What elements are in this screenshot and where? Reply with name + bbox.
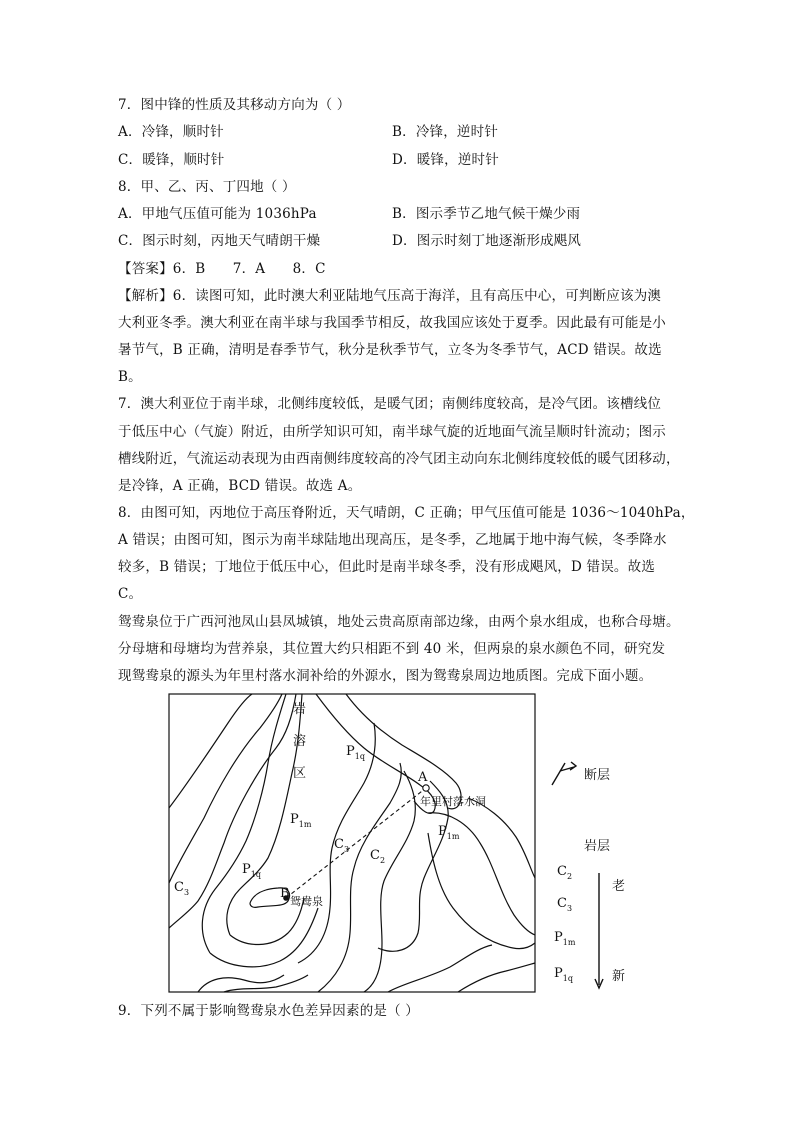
contour-line	[202, 694, 286, 953]
analysis7-line: 是冷锋，A 正确，BCD 错误。故选 A。	[118, 478, 362, 494]
point-a-label: A	[418, 770, 428, 785]
geological-map	[168, 693, 536, 993]
fault-arrow-icon	[570, 762, 576, 770]
intro-line: 现鸳鸯泉的源头为年里村落水洞补给的外源水，图为鸳鸯泉周边地质图。完成下面小题。	[118, 668, 653, 684]
legend-old-label: 老	[612, 879, 626, 894]
analysis7-line: 于低压中心（气旋）附近，由所学知识可知，南半球气旋的近地面气流呈顺时针流动；图示	[118, 424, 666, 440]
contour-line	[169, 694, 252, 808]
legend-stratum-p1q: $P_{1q}$	[554, 966, 573, 983]
intro-line: 分母塘和母塘均为营养泉，其位置大约只相距不到 40 米，但两泉的泉水颜色不同，研究发	[118, 641, 666, 657]
contour-line	[169, 694, 282, 883]
sinkhole-label: 年里村落水洞	[420, 795, 486, 808]
analysis7-line: 7．澳大利亚位于南半球，北侧纬度较低，是暖气团；南侧纬度较高，是冷气团。该槽线位	[118, 396, 662, 412]
analysis8-line: 较多，B 错误；丁地位于低压中心，但此时是南半球冬季，没有形成飓风，D 错误。故选	[118, 559, 656, 575]
q8-option-d: D．图示时刻丁地逐渐形成飓风	[392, 233, 582, 249]
spring-label: 鸳鸯泉	[290, 895, 323, 908]
stratum-label-c3: $C_3$	[174, 880, 190, 897]
legend-new-label: 新	[612, 969, 626, 984]
geological-map-svg	[168, 693, 536, 993]
contour-line	[468, 798, 535, 878]
analysis8-line: A 错误；由图可知，图示为南半球陆地出现高压，是冬季，乙地属于地中海气候，冬季降水	[118, 532, 667, 548]
legend-stratum-p1m: $P_{1m}$	[554, 930, 576, 947]
stratum-label-c2: $C_2$	[370, 848, 386, 865]
q7-option-c: C．暖锋，顺时针	[118, 152, 225, 168]
stratum-label-p1q: $P_{1q}$	[346, 744, 365, 761]
q9-stem: 9．下列不属于影响鸳鸯泉水色差异因素的是（ ）	[118, 1003, 419, 1019]
analysis6-line: 暑节气，B 正确，清明是春季节气，秋分是秋季节气，立冬为冬季节气，ACD 错误。故选	[118, 342, 662, 358]
legend-stratum-c3: $C_3$	[557, 896, 573, 913]
legend-svg	[540, 755, 650, 995]
legend-stratum-c2: $C_2$	[557, 864, 573, 881]
q7-option-d: D．暖锋，逆时针	[392, 152, 499, 168]
contour-line	[428, 833, 535, 949]
intro-line: 鸳鸯泉位于广西河池凤山县凤城镇，地处云贵高原南部边缘，由两个泉水组成，也称合母塘。	[118, 614, 680, 630]
karst-label-char: 区	[293, 766, 307, 781]
karst-label-char: 岩	[293, 702, 307, 717]
q8-stem: 8．甲、乙、丙、丁四地（ ）	[118, 179, 296, 195]
q7-option-b: B．冷锋，逆时针	[392, 124, 499, 140]
analysis8-line: C。	[118, 586, 143, 602]
analysis6-line: B。	[118, 369, 142, 385]
stratum-label-p1q: $P_{1q}$	[242, 862, 261, 879]
stratum-label-p1m: $P_{1m}$	[290, 812, 312, 829]
karst-label-char: 溶	[293, 734, 307, 749]
stratum-label-c3: $C_3$	[334, 837, 350, 854]
fault-symbol-icon	[552, 763, 565, 785]
contour-line	[458, 963, 535, 992]
analysis6-line: 大利亚冬季。澳大利亚在南半球与我国季节相反，故我国应该处于夏季。因此最有可能是小	[118, 315, 666, 331]
q8-option-b: B．图示季节乙地气候干燥少雨	[392, 206, 581, 222]
analysis6-line: 【解析】6．读图可知，此时澳大利亚陆地气压高于海洋，且有高压中心，可判断应该为澳	[118, 288, 662, 304]
point-b-label: B	[280, 886, 290, 901]
q8-option-c: C．图示时刻，丙地天气晴朗干燥	[118, 233, 321, 249]
legend-strata-title: 岩层	[584, 839, 611, 854]
q7-option-a: A．冷锋，顺时针	[118, 124, 224, 140]
q8-option-a: A．甲地气压值可能为 1036hPa	[118, 206, 317, 222]
analysis8-line: 8．由图可知，丙地位于高压脊附近，天气晴朗，C 正确；甲气压值可能是 1036～1040hPa，	[118, 505, 695, 521]
q7-stem: 7．图中锋的性质及其移动方向为（ ）	[118, 97, 351, 113]
answer-line: 【答案】6．B 7．A 8．C	[118, 261, 326, 277]
map-legend	[540, 755, 650, 995]
legend-fault-label: 断层	[584, 768, 611, 783]
stratum-label-p1m: $P_{1m}$	[438, 824, 460, 841]
contour-line	[210, 908, 318, 967]
contour-line	[224, 975, 308, 992]
analysis7-line: 槽线附近，气流运动表现为由西南侧纬度较高的冷气团主动向东北侧纬度较低的暖气团移动，	[118, 451, 680, 467]
sinkhole-marker-icon	[423, 785, 429, 791]
fault-line	[388, 945, 492, 992]
